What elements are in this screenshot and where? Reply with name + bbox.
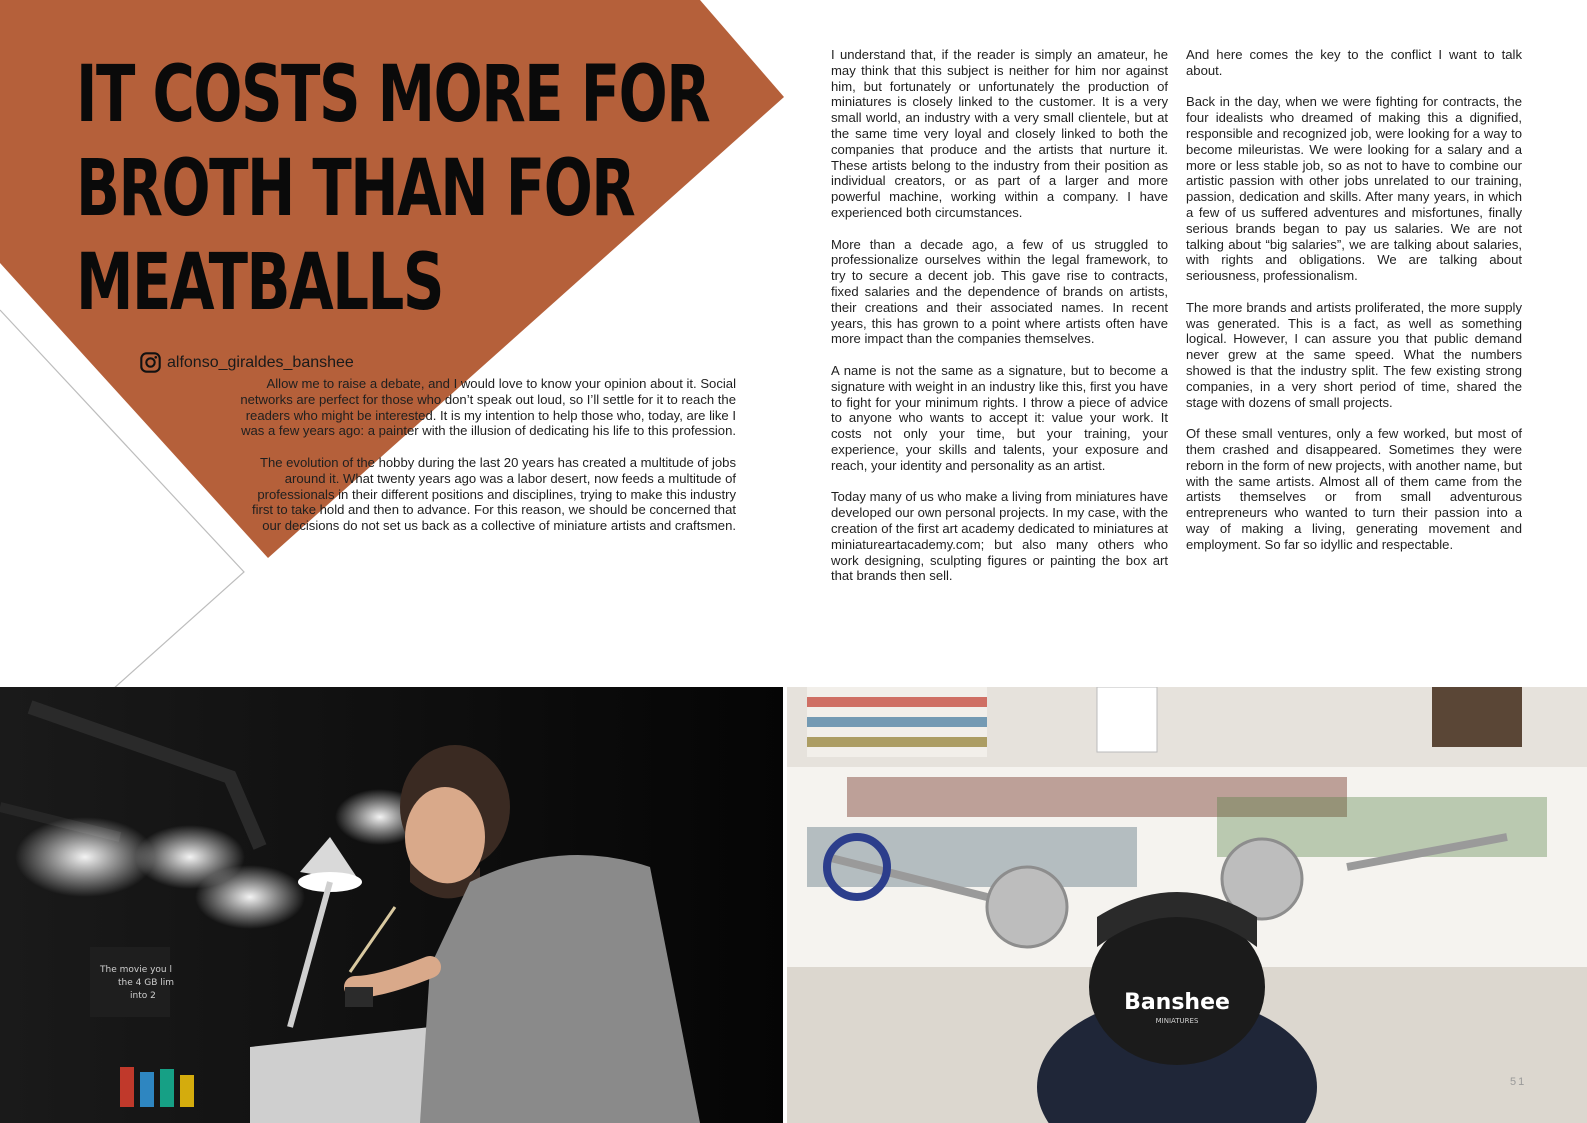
body-column-middle (831, 47, 1168, 600)
poster-text-line: into 2 (130, 991, 156, 1001)
body-paragraph: Today many of us who make a living from miniatures have developed our own personal projects. In my case, with the creation of the first art academy dedicated to miniatures at miniatureartacademy.com; but also many others who work designing, sculpting figures or painting the box art that brands then sell. (831, 489, 1168, 584)
body-paragraph: I understand that, if the reader is simply an amateur, he may think that this subject is neither for him nor against him, but fortunately or unfortunately the production of miniatures is closely linked to the customer. It is a very small world, an industry with a very small clientele, but at the same time very loyal and closely linked to both the companies that produce and the artists that nurture it. These artists belong to the industry from their position as individual creators, or as part of a larger and more powerful machine, working within a company. I have experienced both circumstances. (831, 47, 1168, 220)
poster-text-line: The movie you l (100, 965, 172, 975)
title-line-2: BROTH THAN FOR (76, 144, 635, 234)
body-paragraph: Back in the day, when we were fighting for contracts, the four idealists who dreamed of making this a dignified, responsible and recognized job, were looking for a way to become mileuristas. We were looking for a salary and a more or less stable job, so as not to have to combine our artistic passion with other jobs unrelated to our training, passion, dedication and skills. After many years, in which a few of us suffered adventures and misfortunes, finally serious brands began to pay us salaries. We are not talking about “big salaries”, we are talking about salaries, with rights and obligations. We are talking about seriousness, professionalism. (1186, 94, 1522, 284)
body-paragraph: Of these small ventures, only a few worked, but most of them crashed and disappeared. Sometimes they were reborn in the form of new projects, with another name, but with the same artists. Almost all of them came from the artists themselves or from small adventurous entrepreneurs who wanted to turn their passion into a way of making a living, generating movement and employment. So far so idyllic and respectable. (1186, 426, 1522, 552)
body-column-right (1186, 47, 1522, 568)
cap-logo-subtext: MINIATURES (1155, 1017, 1199, 1025)
painter-photo-illustration (0, 687, 783, 1123)
intro-paragraph: Allow me to raise a debate, and I would love to know your opinion about it. Social networks are perfect for those who don’t speak out loud, so I’ll settle for it to reach the readers who might be interested. It is my intention to help those who, today, are like I was a few years ago: a painter with the illusion of dedicating his life to this profession. (240, 376, 736, 439)
body-paragraph: And here comes the key to the conflict I want to talk about. (1186, 47, 1522, 78)
article-title (76, 48, 710, 330)
author-handle[interactable] (140, 352, 354, 373)
body-paragraph: More than a decade ago, a few of us struggled to professionalize ourselves within the legal framework, to try to secure a decent job. This gave rise to contracts, fixed salaries and the dependence of brands on artists, their creations and their associated names. In recent years, this has grown to a point where artists often have more impact than the companies themselves. (831, 236, 1168, 347)
intro-paragraph: The evolution of the hobby during the last 20 years has created a multitude of jobs around it. What twenty years ago was a labor desert, now feeds a multitude of professionals in their different positions and disciplines, trying to make this industry first to take hold and then to advance. For this reason, we should be concerned that our decisions do not set us back as a collective of miniature artists and craftsmen. (251, 454, 736, 534)
body-paragraph: A name is not the same as a signature, but to become a signature with weight in an industry like this, first you have to fight for your minimum rights. I throw a piece of advice to anyone who wants to accept it: value your work. It costs not only your time, but your training, your experience, your skills and talents, your exposure and reach, your identity and personality as an artist. (831, 362, 1168, 473)
photo-workbench-overhead (787, 687, 1587, 1123)
cap-logo-text: Banshee (1124, 990, 1230, 1015)
page-number: 51 (1510, 1076, 1527, 1088)
photo-painter-at-desk (0, 687, 783, 1123)
poster-text-line: the 4 GB lim (118, 978, 174, 988)
intro-column (238, 376, 736, 550)
workbench-photo-illustration (787, 687, 1587, 1123)
instagram-icon (140, 352, 161, 373)
author-handle-text: alfonso_giraldes_banshee (167, 353, 354, 371)
title-line-3: MEATBALLS (76, 238, 443, 328)
body-paragraph: The more brands and artists proliferated, the more supply was generated. This is a fact, as well as something logical. However, I can assure you that public demand never grew at the same speed. What the numbers showed is that the industry split. The few existing strong companies, in a very short period of time, shared the stage with dozens of small projects. (1186, 299, 1522, 410)
title-line-1: IT COSTS MORE FOR (76, 50, 710, 140)
